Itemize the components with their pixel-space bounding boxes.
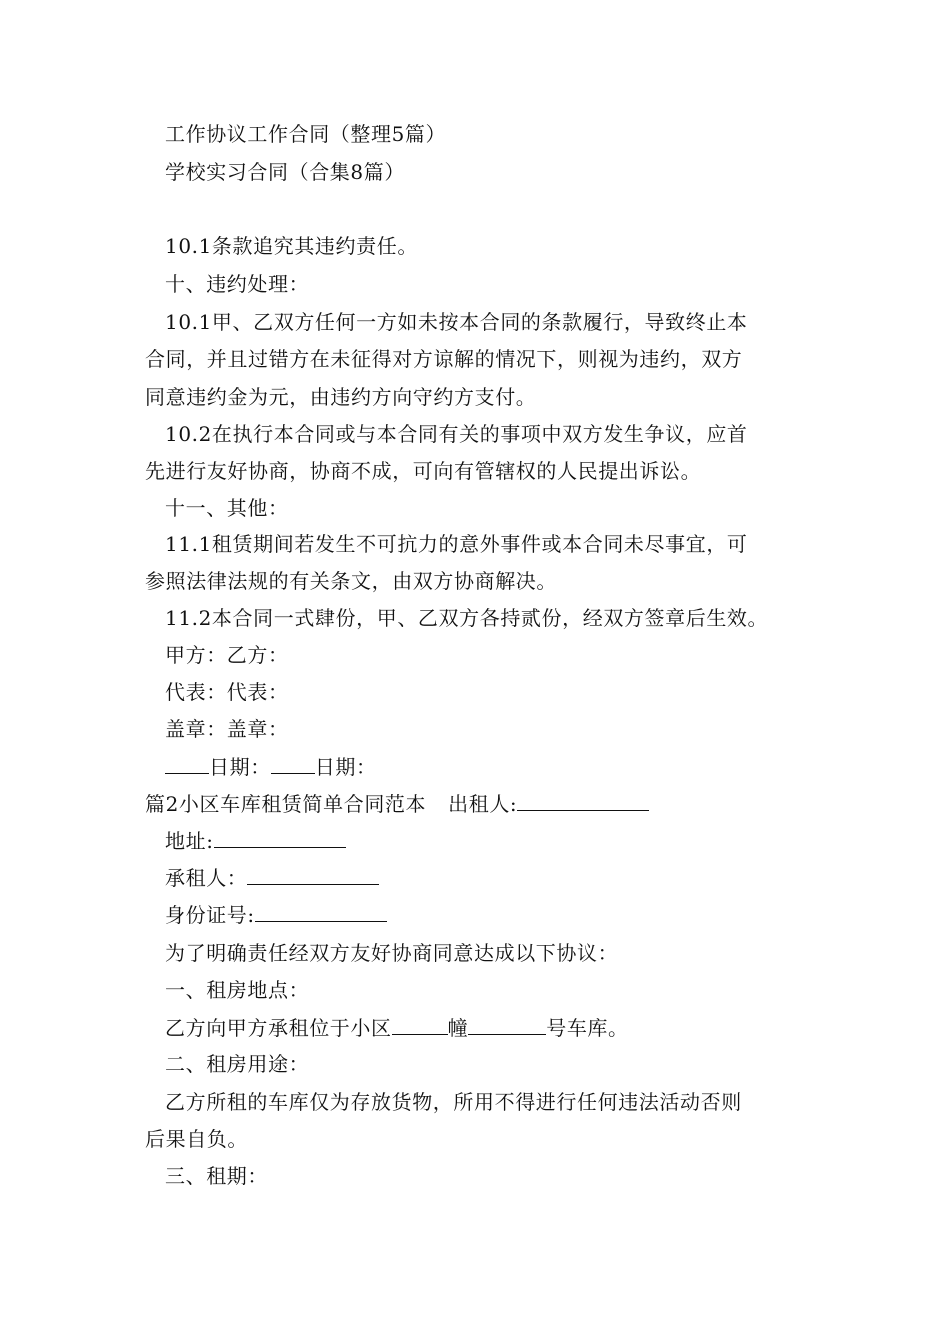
paragraph: 乙方所租的车库仅为存放货物，所用不得进行任何违法活动否则 [165, 1090, 742, 1114]
signature-seal: 盖章：盖章： [165, 717, 289, 741]
date-blank-1[interactable] [165, 753, 209, 774]
date-label: 日期： [314, 755, 377, 779]
paragraph: 参照法律法规的有关条文，由双方协商解决。 [145, 569, 557, 593]
paragraph: 后果自负。 [145, 1127, 248, 1151]
location-text: 乙方向甲方承租位于小区 [165, 1016, 392, 1040]
garage-label: 号车库。 [546, 1016, 629, 1040]
lessee-line [145, 864, 379, 891]
building-blank[interactable] [392, 1014, 448, 1035]
building-label: 幢 [447, 1016, 469, 1040]
paragraph: 10.2在执行本合同或与本合同有关的事项中双方发生争议，应首 [165, 422, 748, 446]
section-heading: 二、租房用途： [165, 1052, 310, 1076]
related-link-1[interactable]: 工作协议工作合同（整理5篇） [165, 122, 447, 146]
paragraph: 11.2本合同一式肆份，甲、乙双方各持贰份，经双方签章后生效。 [165, 606, 769, 630]
signature-party: 甲方：乙方： [165, 643, 289, 667]
lessor-label: 出租人: [448, 792, 518, 816]
paragraph: 10.1条款追究其违约责任。 [165, 234, 418, 258]
signature-date [145, 753, 377, 780]
section-heading: 十一、其他： [165, 496, 289, 520]
section-2-title-line [145, 790, 649, 817]
section-heading: 一、租房地点： [165, 978, 310, 1002]
date-label: 日期： [209, 755, 271, 779]
address-label: 地址: [165, 829, 214, 853]
section-heading: 十、违约处理： [165, 272, 310, 296]
section-2-title: 篇2小区车库租赁简单合同范本 [145, 792, 427, 816]
section-heading: 三、租期： [165, 1164, 268, 1188]
lessee-label: 承租人： [165, 866, 248, 890]
lessor-blank[interactable] [517, 790, 649, 811]
paragraph: 合同，并且过错方在未征得对方谅解的情况下，则视为违约，双方 [145, 347, 743, 371]
signature-rep: 代表：代表： [165, 680, 289, 704]
id-line [145, 901, 387, 928]
date-blank-2[interactable] [271, 753, 315, 774]
id-label: 身份证号: [165, 903, 255, 927]
lessee-blank[interactable] [247, 864, 379, 885]
id-blank[interactable] [255, 901, 387, 922]
address-blank[interactable] [214, 827, 346, 848]
address-line [145, 827, 346, 854]
paragraph: 先进行友好协商，协商不成，可向有管辖权的人民提出诉讼。 [145, 459, 702, 483]
garage-number-blank[interactable] [468, 1014, 546, 1035]
paragraph: 11.1租赁期间若发生不可抗力的意外事件或本合同未尽事宜，可 [165, 532, 748, 556]
paragraph: 为了明确责任经双方友好协商同意达成以下协议： [165, 941, 619, 965]
paragraph: 10.1甲、乙双方任何一方如未按本合同的条款履行，导致终止本 [165, 310, 748, 334]
paragraph: 同意违约金为元，由违约方向守约方支付。 [145, 385, 537, 409]
location-line [145, 1014, 629, 1041]
related-link-2[interactable]: 学校实习合同（合集8篇） [165, 160, 405, 184]
